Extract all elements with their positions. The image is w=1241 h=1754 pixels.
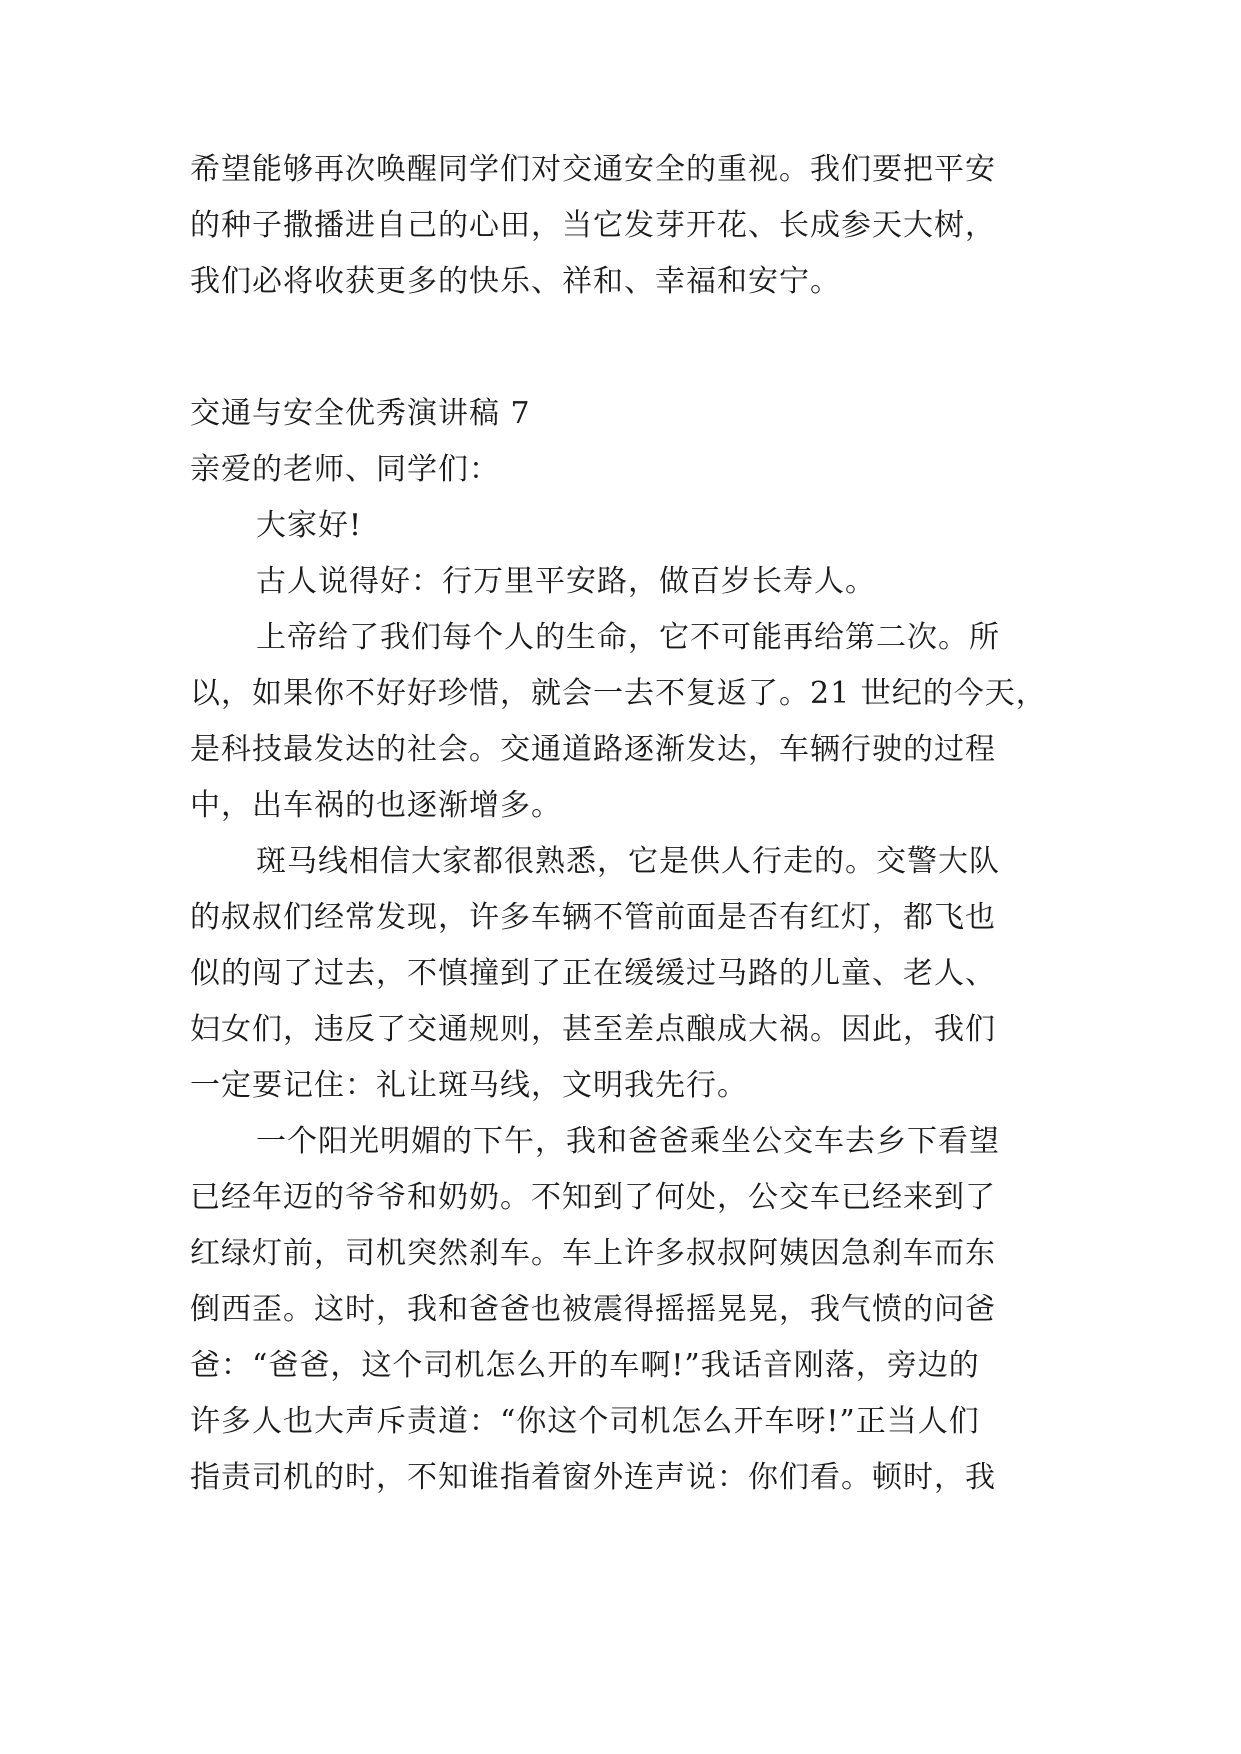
paragraph-line: 一定要记住：礼让斑马线，文明我先行。 xyxy=(190,1068,748,1103)
paragraph-line: 一个阳光明媚的下午，我和爸爸乘坐公交车去乡下看望 xyxy=(256,1124,1000,1159)
paragraph-line: 我们必将收获更多的快乐、祥和、幸福和安宁。 xyxy=(190,264,841,299)
paragraph-line: 指责司机的时，不知谁指着窗外连声说：你们看。顿时，我 xyxy=(190,1460,996,1495)
paragraph-line: 的叔叔们经常发现，许多车辆不管前面是否有红灯，都飞也 xyxy=(190,900,996,935)
paragraph-line: 中，出车祸的也逐渐增多。 xyxy=(190,788,562,823)
paragraph-line: 爸：“爸爸，这个司机怎么开的车啊!”我话音刚落，旁边的 xyxy=(190,1348,980,1383)
paragraph-line: 斑马线相信大家都很熟悉，它是供人行走的。交警大队 xyxy=(256,844,1000,879)
paragraph-line: 的种子撒播进自己的心田，当它发芽开花、长成参天大树， xyxy=(190,208,996,243)
paragraph-line: 已经年迈的爷爷和奶奶。不知到了何处，公交车已经来到了 xyxy=(190,1180,996,1215)
salutation: 亲爱的老师、同学们： xyxy=(190,452,500,487)
paragraph-line: 古人说得好：行万里平安路，做百岁长寿人。 xyxy=(256,564,876,599)
paragraph-line: 希望能够再次唤醒同学们对交通安全的重视。我们要把平安 xyxy=(190,152,996,187)
paragraph-line: 红绿灯前，司机突然刹车。车上许多叔叔阿姨因急刹车而东 xyxy=(190,1236,996,1271)
paragraph-line: 倒西歪。这时，我和爸爸也被震得摇摇晃晃，我气愤的问爸 xyxy=(190,1292,996,1327)
paragraph-line: 似的闯了过去，不慎撞到了正在缓缓过马路的儿童、老人、 xyxy=(190,956,996,991)
paragraph-line: 是科技最发达的社会。交通道路逐渐发达，车辆行驶的过程 xyxy=(190,732,996,767)
paragraph-line: 妇女们，违反了交通规则，甚至差点酿成大祸。因此，我们 xyxy=(190,1012,996,1047)
paragraph-line: 许多人也大声斥责道：“你这个司机怎么开车呀!”正当人们 xyxy=(190,1404,980,1439)
greeting: 大家好! xyxy=(256,508,363,543)
section-heading: 交通与安全优秀演讲稿 7 xyxy=(190,396,531,431)
paragraph-line: 上帝给了我们每个人的生命，它不可能再给第二次。所 xyxy=(256,620,1000,655)
paragraph-line: 以，如果你不好好珍惜，就会一去不复返了。21 世纪的今天， xyxy=(190,676,1047,711)
